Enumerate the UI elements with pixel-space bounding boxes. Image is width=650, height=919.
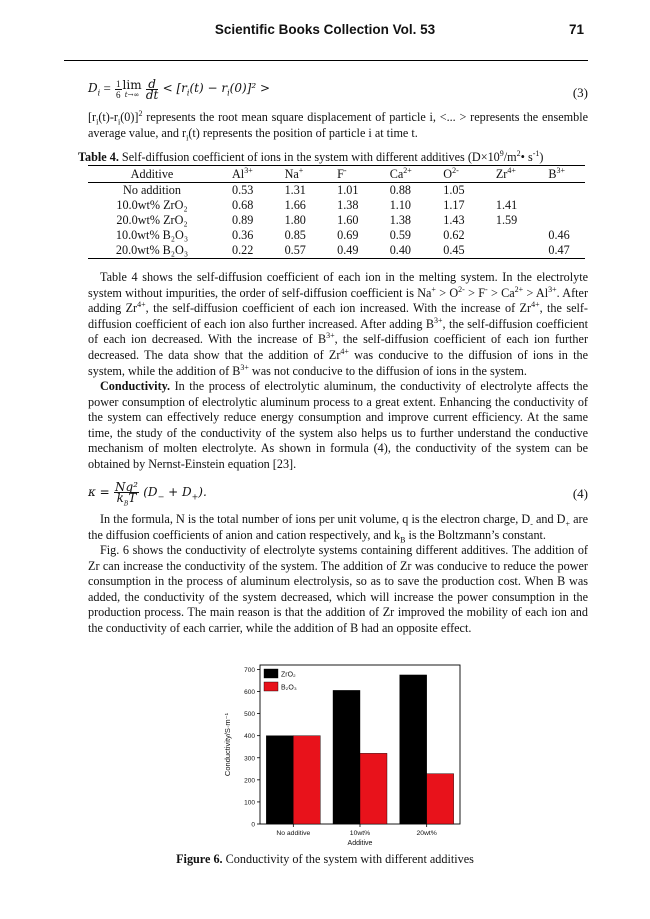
table-header-cell: $O^{2-}$ (427, 166, 480, 183)
table-header-cell: $Ca^{2+}$ (374, 166, 428, 183)
table-header-cell: $Al^{3+}$ (216, 166, 269, 183)
table-cell: 0.40 (374, 243, 428, 259)
table-cell: 0.88 (389, 183, 412, 197)
table-cell: 1.31 (284, 183, 306, 197)
table-cell (532, 213, 585, 228)
y-tick-label: 300 (244, 755, 255, 763)
eq3-lhs: $D_i$ (88, 81, 101, 98)
equation-3 (88, 79, 588, 100)
table-cell: 0.89 (232, 213, 254, 227)
eq4-lhs: κ = (88, 485, 110, 500)
table-header-row (88, 166, 585, 183)
table-cell: 0.45 (427, 243, 480, 259)
table-cell: 0.49 (321, 243, 374, 259)
table-cell (532, 183, 585, 199)
table-row-label: No addition (123, 183, 181, 197)
eq4-rhs: $(D_- + D_+)$. (143, 485, 207, 502)
table-cell: 0.57 (269, 243, 322, 259)
table-cell: 0.69 (337, 228, 359, 242)
table-caption: Table 4. Self-diffusion coefficient of ions in the system with different additives ($D\times 10^9/m^2•$ $s^{-1}$) (78, 148, 544, 164)
table-header-cell: Na+ (269, 166, 322, 183)
table-header-cell: F- (321, 166, 374, 183)
y-tick-label: 100 (244, 799, 255, 807)
table-cell: 1.43 (443, 213, 465, 227)
bar-b2o3 (427, 774, 454, 824)
table-cell: 0.46 (548, 228, 570, 242)
table-row-label: 10.0wt% ZrO₂ (116, 198, 188, 212)
eq3-derivative: $\frac{d}{dt}$ (145, 77, 159, 102)
table-cell: 0.85 (284, 228, 306, 242)
table-cell: 0.62 (443, 228, 465, 242)
y-tick-label: 0 (251, 821, 255, 829)
y-axis-label: Conductivity/S·m⁻¹ (223, 712, 232, 777)
y-tick-label: 600 (244, 689, 255, 696)
table-row (88, 198, 585, 213)
paragraph-fig6-discussion: Fig. 6 shows the conductivity of electrolyte systems containing different additives. The addition of Zr can increase the conductivity of the system. The addition of Zr was conducive to reduce the power consumption in the process of aluminum electrolysis, so as to save the production cost. When B was added, the conductivity of the system decreased, which will increase the power consumption in the production process. The main reason is that the addition of Zr improved the mobility of each ion and the conductivity of each carrier, while the addition of B had an opposite effect. (88, 543, 588, 635)
table-row-label: 20.0wt% ZrO₂ (116, 213, 188, 227)
legend-label: B₂O₃ (281, 684, 297, 692)
y-tick-label: 700 (244, 666, 255, 674)
table-cell: 0.68 (232, 198, 254, 212)
legend-swatch (264, 669, 278, 678)
table-row (88, 228, 585, 243)
y-tick-label: 400 (244, 733, 255, 741)
paragraph-formula-definitions: In the formula, N is the total number of ions per unit volume, q is the electron charge, $D_-$ and $D_+$ are the diffusion coefficients of anion and cation respectively, and $k_B$ is the Boltzmann’s constant. (88, 512, 588, 545)
table-cell: 1.66 (284, 198, 306, 212)
paragraph-table-discussion: Table 4 shows the self-diffusion coefficient of each ion in the melting system. In the electrolyte system without impurities, the order of self-diffusion coefficient is $Na^+ > O^{2-} > F^- > Ca^{2+} > Al^{3+}$. After adding $Zr^{4+}$, the self-diffusion coefficient of each ion increased. With the increase of $Zr^{4+}$, the self-diffusion coefficient of each ion also further increased. After adding $B^{3+}$, the self-diffusion coefficient of each ion decreased. With the increase of $B^{3+}$, the self-diffusion coefficient of each ion further decreased. The data show that the addition of $Zr^{4+}$ was conducive to the diffusion of ions in the system, while the addition of $B^{3+}$ was not conducive to the diffusion of ions in the system. (88, 270, 589, 378)
table-header-cell: $B^{3+}$ (532, 166, 585, 183)
table-cell (480, 183, 533, 199)
table-cell: 1.38 (337, 198, 359, 212)
table-row-label: 20.0wt% B₂O₃ (88, 243, 216, 259)
table-cell: 1.80 (284, 213, 306, 227)
table-cell (480, 243, 533, 259)
table-cell: 1.10 (389, 198, 412, 212)
page-number: 71 (568, 22, 584, 37)
table-row (88, 183, 585, 199)
y-tick-label: 200 (244, 777, 255, 785)
table-cell: 1.59 (495, 213, 518, 227)
table-cell (480, 228, 533, 243)
table-cell: 0.22 (216, 243, 269, 259)
table-body (88, 183, 585, 259)
journal-title: Scientific Books Collection Vol. 53 (214, 22, 436, 37)
x-tick-label: 20wt% (416, 830, 437, 837)
x-tick-label: No additive (276, 830, 311, 837)
table-cell: 1.17 (443, 198, 465, 212)
equation-4 (88, 480, 588, 508)
table-cell: 1.01 (337, 183, 359, 197)
eq3-body: < $[r_i(t) - r_i(0)]^2$ > (162, 81, 270, 98)
table-cell: 1.38 (389, 213, 412, 227)
x-tick-label: 10wt% (349, 830, 371, 837)
table-header-cell: $Zr^{4+}$ (480, 166, 533, 183)
figure-6-chart (198, 657, 468, 857)
table-cell: 1.60 (337, 213, 359, 227)
table-row (88, 213, 585, 228)
table-cell (532, 198, 585, 213)
diffusion-table (88, 165, 585, 259)
bar-zro2 (266, 736, 293, 824)
table-cell: 1.05 (443, 183, 465, 197)
bar-zro2 (400, 675, 427, 824)
eq4-fraction: $\frac{\text{Nq²}}{k_BT}$ (115, 480, 138, 508)
conductivity-bar-chart (198, 657, 468, 852)
table-cell: 0.53 (232, 183, 254, 197)
header-rule (64, 60, 588, 61)
table-cell: 0.59 (389, 228, 412, 242)
bar-b2o3 (293, 736, 320, 824)
figure-caption: Figure 6. Conductivity of the system with different additives (176, 852, 474, 866)
table-header-cell: Additive (88, 166, 216, 183)
eq4-number: (4) (572, 486, 588, 501)
table-row-label: 10.0wt% B₂O₃ (115, 228, 189, 242)
running-header (0, 22, 650, 42)
table-cell: 0.36 (232, 228, 254, 242)
bar-b2o3 (360, 753, 387, 824)
table-row (88, 243, 585, 259)
paragraph-conductivity: Conductivity. In the process of electrolytic aluminum, the conductivity of electrolyte affects the power consumption of electrolytic aluminum process to a great extent. Enhancing the conductivity of the system can effectively reduce energy consumption and improve current efficiency. At the same time, the study of the conductivity of the system also helps us to further understand the conductive mechanism of molten electrolyte. As shown in formula (4), the conductivity of the system can be obtained by Nernst-Einstein equation [23]. (88, 379, 588, 471)
paragraph-eq3-explanation: $[r_i(t)-r_i(0)]^2$ represents the root mean square displacement of particle i, <... > represents the ensemble average value, and $r_i(t)$ represents the position of particle i at time t. (88, 108, 588, 143)
table-cell: 1.41 (495, 198, 518, 212)
eq3-number: (3) (572, 85, 588, 100)
bar-zro2 (333, 690, 360, 824)
eq3-limit: lim t→∞ (122, 77, 142, 99)
legend-label: ZrO₂ (281, 671, 296, 679)
eq3-equals: = (103, 80, 111, 96)
x-axis-label: Additive (347, 840, 373, 847)
y-tick-label: 500 (244, 711, 255, 719)
eq3-fraction: $\frac{1}{6}$ (116, 79, 121, 100)
table-cell: 0.47 (532, 243, 585, 259)
legend-swatch (264, 682, 278, 691)
